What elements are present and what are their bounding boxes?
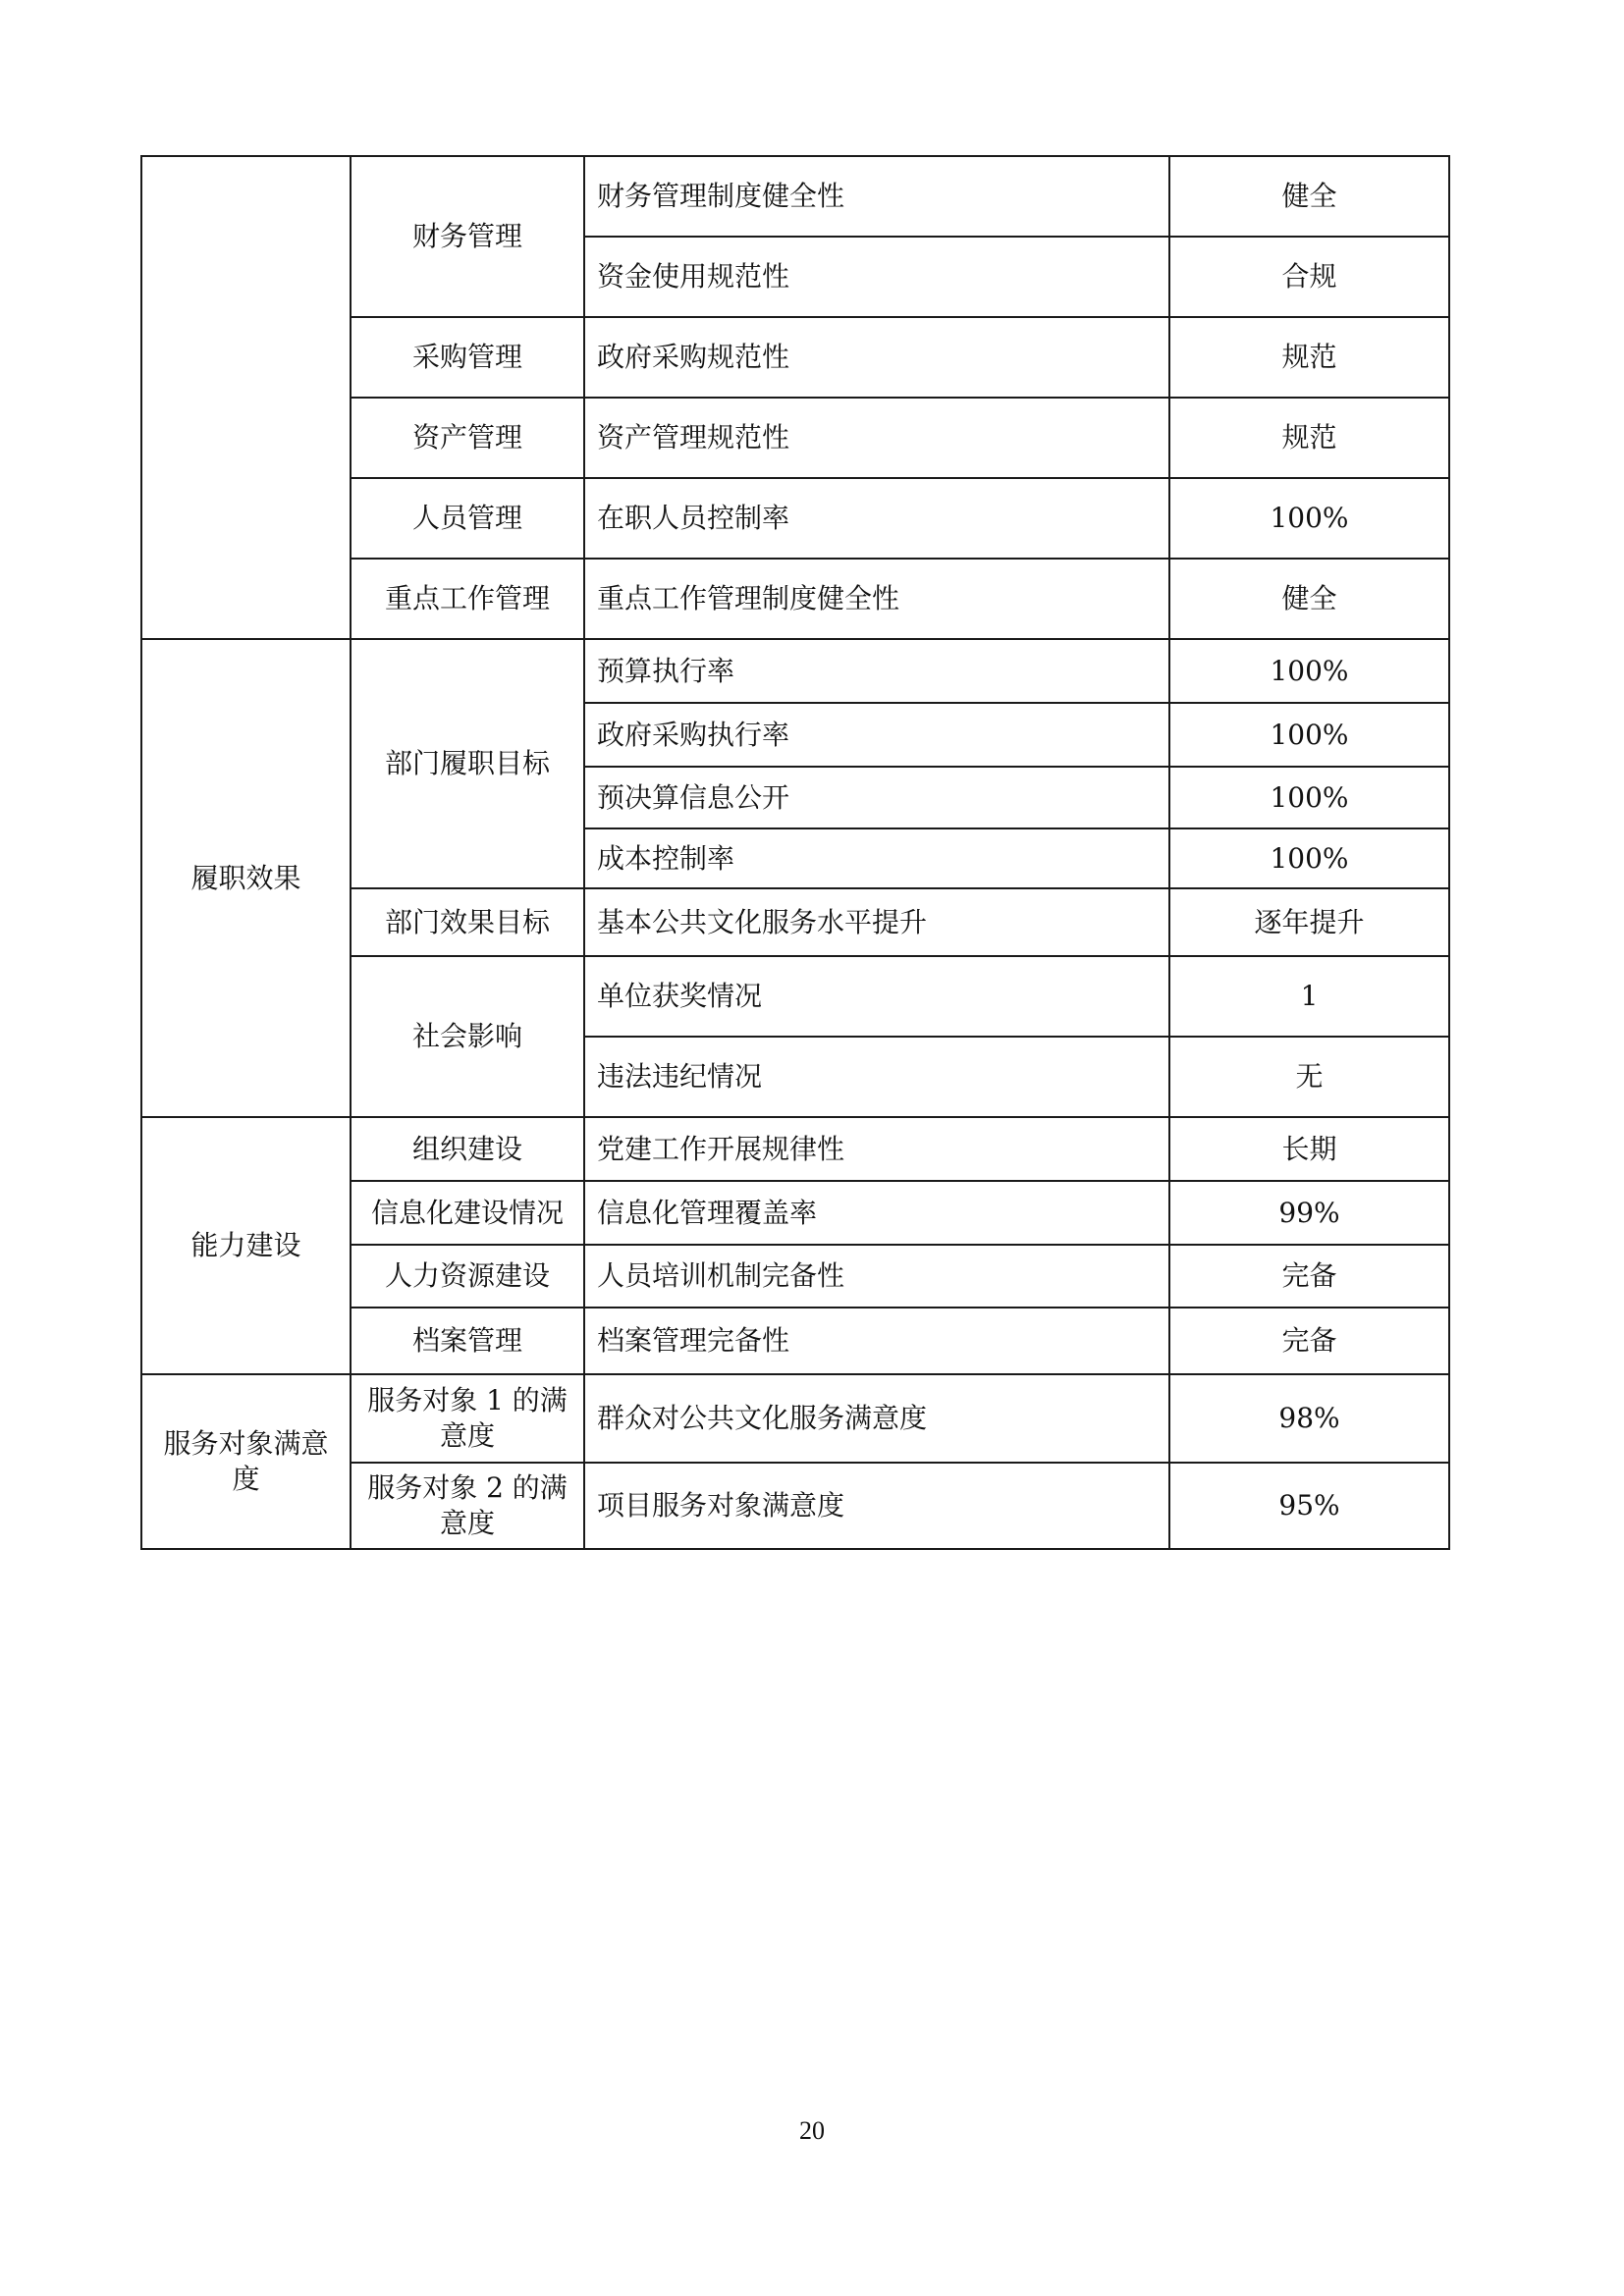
subgroup-cell (351, 1245, 584, 1308)
value-cell: 100% (1169, 639, 1449, 703)
subgroup-cell (351, 1181, 584, 1245)
subgroup-cell (351, 888, 584, 956)
value-cell: 逐年提升 (1169, 888, 1449, 956)
category-label: 能力建设 (190, 1229, 301, 1261)
indicator-cell: 信息化管理覆盖率 (584, 1181, 1169, 1245)
subgroup-cell (351, 559, 584, 639)
value-cell: 100% (1169, 767, 1449, 828)
value-cell: 100% (1169, 478, 1449, 559)
value-cell: 99% (1169, 1181, 1449, 1245)
indicator-cell: 资产管理规范性 (584, 398, 1169, 478)
indicator-cell: 群众对公共文化服务满意度 (584, 1374, 1169, 1463)
indicator-cell: 违法违纪情况 (584, 1037, 1169, 1117)
indicator-cell: 预算执行率 (584, 639, 1169, 703)
value-cell: 规范 (1169, 317, 1449, 398)
page-number: 20 (799, 2116, 825, 2145)
subgroup-label: 服务对象 1 的满意度 (367, 1384, 568, 1452)
category-label: 履职效果 (190, 861, 301, 894)
value-cell: 98% (1169, 1374, 1449, 1463)
category-cell (141, 639, 351, 1117)
subgroup-cell (351, 156, 584, 317)
indicator-cell: 档案管理完备性 (584, 1308, 1169, 1374)
value-cell: 无 (1169, 1037, 1449, 1117)
indicator-cell: 项目服务对象满意度 (584, 1463, 1169, 1549)
indicator-cell: 政府采购执行率 (584, 703, 1169, 767)
value-cell: 100% (1169, 703, 1449, 767)
subgroup-cell (351, 1463, 584, 1549)
subgroup-label: 财务管理 (411, 220, 522, 252)
subgroup-cell (351, 398, 584, 478)
category-cell (141, 1374, 351, 1549)
indicator-cell: 单位获奖情况 (584, 956, 1169, 1037)
subgroup-label: 人力资源建设 (384, 1259, 550, 1292)
value-cell: 规范 (1169, 398, 1449, 478)
subgroup-cell (351, 317, 584, 398)
value-cell: 健全 (1169, 156, 1449, 237)
indicator-cell: 基本公共文化服务水平提升 (584, 888, 1169, 956)
subgroup-label: 部门履职目标 (384, 747, 550, 779)
value-cell: 95% (1169, 1463, 1449, 1549)
subgroup-label: 部门效果目标 (384, 905, 550, 938)
subgroup-cell (351, 956, 584, 1117)
category-cell (141, 1117, 351, 1374)
table-row (141, 1374, 1449, 1463)
table-row (141, 156, 1449, 237)
subgroup-label: 服务对象 2 的满意度 (367, 1471, 568, 1539)
subgroup-label: 人员管理 (411, 502, 522, 534)
indicator-cell: 在职人员控制率 (584, 478, 1169, 559)
table-row (141, 639, 1449, 703)
value-cell: 完备 (1169, 1308, 1449, 1374)
subgroup-label: 信息化建设情况 (370, 1196, 564, 1229)
value-cell: 合规 (1169, 237, 1449, 317)
table-row (141, 1117, 1449, 1181)
subgroup-cell (351, 1308, 584, 1374)
subgroup-label: 组织建设 (411, 1132, 522, 1165)
indicator-table (140, 155, 1450, 1550)
indicator-cell: 党建工作开展规律性 (584, 1117, 1169, 1181)
category-cell (141, 156, 351, 639)
indicator-cell: 人员培训机制完备性 (584, 1245, 1169, 1308)
subgroup-label: 资产管理 (411, 421, 522, 454)
indicator-cell: 预决算信息公开 (584, 767, 1169, 828)
subgroup-label: 采购管理 (411, 341, 522, 373)
subgroup-label: 档案管理 (411, 1324, 522, 1357)
value-cell: 完备 (1169, 1245, 1449, 1308)
subgroup-label: 重点工作管理 (384, 582, 550, 614)
indicator-cell: 重点工作管理制度健全性 (584, 559, 1169, 639)
subgroup-cell (351, 1117, 584, 1181)
indicator-table-body (141, 156, 1449, 1549)
indicator-cell: 财务管理制度健全性 (584, 156, 1169, 237)
value-cell: 长期 (1169, 1117, 1449, 1181)
value-cell: 健全 (1169, 559, 1449, 639)
value-cell: 100% (1169, 828, 1449, 888)
indicator-cell: 资金使用规范性 (584, 237, 1169, 317)
indicator-cell: 政府采购规范性 (584, 317, 1169, 398)
category-label: 服务对象满意度 (163, 1427, 329, 1495)
subgroup-cell (351, 639, 584, 888)
value-cell: 1 (1169, 956, 1449, 1037)
subgroup-cell (351, 1374, 584, 1463)
subgroup-cell (351, 478, 584, 559)
subgroup-label: 社会影响 (411, 1020, 522, 1052)
indicator-cell: 成本控制率 (584, 828, 1169, 888)
